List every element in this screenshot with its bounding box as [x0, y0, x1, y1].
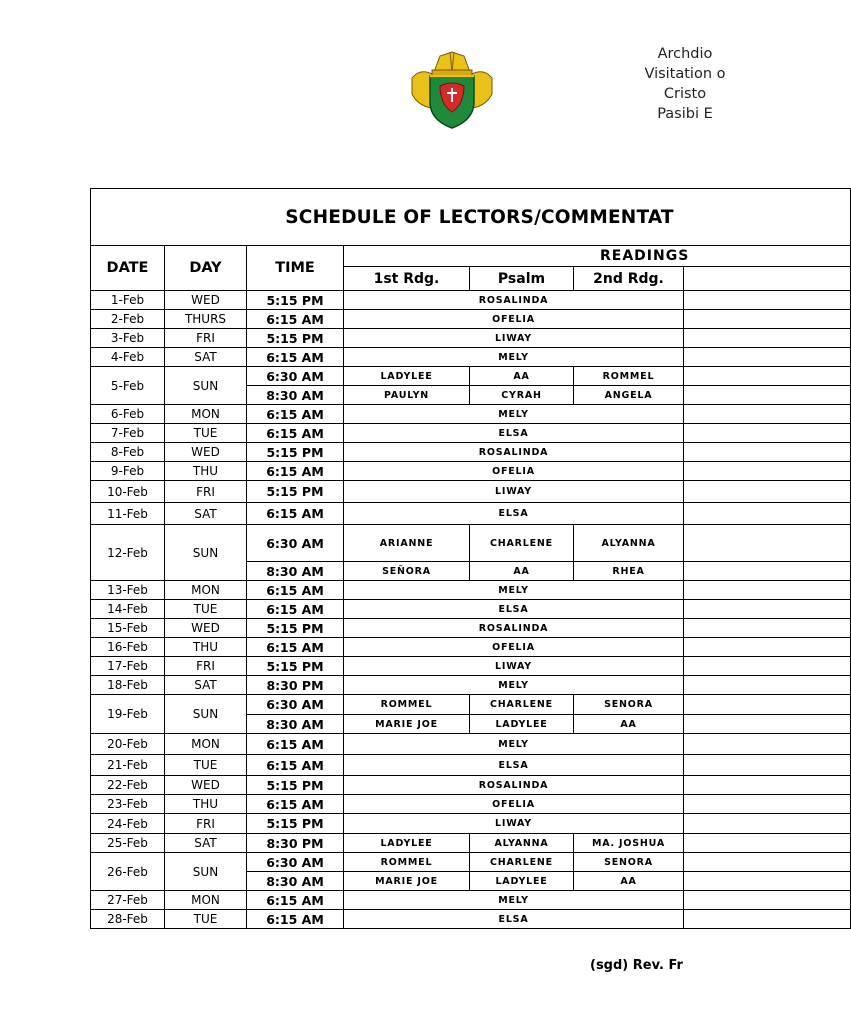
day-cell: FRI	[165, 329, 247, 348]
lector-cell: LIWAY	[344, 329, 684, 348]
table-row	[91, 581, 851, 600]
day-cell: WED	[165, 443, 247, 462]
table-row	[91, 525, 851, 562]
extra-column-header	[684, 267, 851, 291]
day-cell: SUN	[165, 695, 247, 734]
lector-cell: OFELIA	[344, 462, 684, 481]
time-cell: 6:15 AM	[247, 734, 344, 755]
second-reading-cell: ALYANNA	[574, 525, 684, 562]
date-column-header: DATE	[91, 246, 165, 291]
day-cell: MON	[165, 581, 247, 600]
extra-cell	[684, 481, 851, 503]
time-cell: 6:15 AM	[247, 348, 344, 367]
extra-cell	[684, 891, 851, 910]
extra-cell	[684, 348, 851, 367]
time-cell: 6:15 AM	[247, 600, 344, 619]
date-cell: 27-Feb	[91, 891, 165, 910]
extra-cell	[684, 834, 851, 853]
time-cell: 6:15 AM	[247, 755, 344, 776]
lector-cell: OFELIA	[344, 795, 684, 814]
extra-cell	[684, 910, 851, 929]
day-cell: THU	[165, 638, 247, 657]
date-cell: 14-Feb	[91, 600, 165, 619]
date-cell: 20-Feb	[91, 734, 165, 755]
day-cell: SAT	[165, 348, 247, 367]
second-reading-cell: RHEA	[574, 562, 684, 581]
time-cell: 6:15 AM	[247, 891, 344, 910]
table-row	[91, 695, 851, 715]
psalm-cell: LADYLEE	[470, 872, 574, 891]
extra-cell	[684, 525, 851, 562]
lector-cell: OFELIA	[344, 638, 684, 657]
date-cell: 17-Feb	[91, 657, 165, 676]
time-cell: 8:30 AM	[247, 562, 344, 581]
lector-cell: MELY	[344, 676, 684, 695]
time-cell: 8:30 PM	[247, 834, 344, 853]
table-row	[91, 795, 851, 814]
extra-cell	[684, 795, 851, 814]
second-reading-cell: SENORA	[574, 853, 684, 872]
date-cell: 2-Feb	[91, 310, 165, 329]
date-cell: 16-Feb	[91, 638, 165, 657]
lector-cell: ROSALINDA	[344, 291, 684, 310]
table-row	[91, 291, 851, 310]
time-cell: 6:30 AM	[247, 853, 344, 872]
day-cell: SAT	[165, 503, 247, 525]
day-cell: FRI	[165, 814, 247, 834]
parish-header	[560, 44, 810, 124]
lector-cell: LIWAY	[344, 657, 684, 676]
extra-cell	[684, 814, 851, 834]
extra-cell	[684, 310, 851, 329]
table-row	[91, 755, 851, 776]
day-cell: WED	[165, 619, 247, 638]
second-reading-cell: AA	[574, 715, 684, 734]
table-row	[91, 481, 851, 503]
table-row	[91, 503, 851, 525]
date-cell: 9-Feb	[91, 462, 165, 481]
day-cell: MON	[165, 734, 247, 755]
time-cell: 6:15 AM	[247, 462, 344, 481]
extra-cell	[684, 638, 851, 657]
table-row	[91, 853, 851, 872]
day-cell: SAT	[165, 834, 247, 853]
extra-cell	[684, 600, 851, 619]
table-row	[91, 910, 851, 929]
psalm-cell: LADYLEE	[470, 715, 574, 734]
time-cell: 6:15 AM	[247, 424, 344, 443]
date-cell: 11-Feb	[91, 503, 165, 525]
first-reading-cell: SEÑORA	[344, 562, 470, 581]
day-cell: TUE	[165, 424, 247, 443]
extra-cell	[684, 386, 851, 405]
lector-cell: ROSALINDA	[344, 776, 684, 795]
date-cell: 22-Feb	[91, 776, 165, 795]
first-reading-cell: PAULYN	[344, 386, 470, 405]
extra-cell	[684, 405, 851, 424]
table-row	[91, 443, 851, 462]
lector-cell: MELY	[344, 734, 684, 755]
table-row	[91, 310, 851, 329]
time-cell: 6:15 AM	[247, 581, 344, 600]
table-row	[91, 600, 851, 619]
extra-cell	[684, 776, 851, 795]
time-cell: 6:15 AM	[247, 795, 344, 814]
lector-cell: ELSA	[344, 755, 684, 776]
schedule-table	[90, 188, 851, 929]
first-reading-cell: MARIE JOE	[344, 715, 470, 734]
table-row	[91, 348, 851, 367]
time-cell: 8:30 AM	[247, 715, 344, 734]
day-cell: SUN	[165, 525, 247, 581]
time-cell: 5:15 PM	[247, 329, 344, 348]
time-cell: 6:30 AM	[247, 695, 344, 715]
table-row	[91, 405, 851, 424]
extra-cell	[684, 581, 851, 600]
psalm-cell: CHARLENE	[470, 695, 574, 715]
table-row	[91, 814, 851, 834]
date-cell: 28-Feb	[91, 910, 165, 929]
psalm-cell: ALYANNA	[470, 834, 574, 853]
date-cell: 18-Feb	[91, 676, 165, 695]
day-cell: THU	[165, 462, 247, 481]
date-cell: 3-Feb	[91, 329, 165, 348]
table-row	[91, 891, 851, 910]
day-cell: FRI	[165, 657, 247, 676]
second-reading-cell: SENORA	[574, 695, 684, 715]
psalm-cell: CYRAH	[470, 386, 574, 405]
table-row	[91, 329, 851, 348]
table-row	[91, 638, 851, 657]
day-cell: SUN	[165, 367, 247, 405]
day-cell: SUN	[165, 853, 247, 891]
time-cell: 5:15 PM	[247, 291, 344, 310]
lector-cell: ELSA	[344, 503, 684, 525]
table-row	[91, 676, 851, 695]
extra-cell	[684, 676, 851, 695]
table-row	[91, 734, 851, 755]
time-cell: 6:15 AM	[247, 638, 344, 657]
extra-cell	[684, 462, 851, 481]
day-cell: WED	[165, 291, 247, 310]
table-row	[91, 619, 851, 638]
time-cell: 6:15 AM	[247, 405, 344, 424]
extra-cell	[684, 329, 851, 348]
time-cell: 6:30 AM	[247, 525, 344, 562]
psalm-cell: CHARLENE	[470, 525, 574, 562]
date-cell: 8-Feb	[91, 443, 165, 462]
second-reading-header: 2nd Rdg.	[574, 267, 684, 291]
date-cell: 7-Feb	[91, 424, 165, 443]
psalm-cell: AA	[470, 367, 574, 386]
table-row	[91, 462, 851, 481]
schedule-title-cell	[91, 189, 851, 246]
first-reading-header: 1st Rdg.	[344, 267, 470, 291]
date-cell: 5-Feb	[91, 367, 165, 405]
date-cell: 6-Feb	[91, 405, 165, 424]
extra-cell	[684, 657, 851, 676]
date-cell: 10-Feb	[91, 481, 165, 503]
extra-cell	[684, 367, 851, 386]
date-cell: 21-Feb	[91, 755, 165, 776]
date-cell: 26-Feb	[91, 853, 165, 891]
time-cell: 8:30 PM	[247, 676, 344, 695]
date-cell: 1-Feb	[91, 291, 165, 310]
extra-cell	[684, 503, 851, 525]
time-cell: 5:15 PM	[247, 619, 344, 638]
extra-cell	[684, 715, 851, 734]
extra-cell	[684, 291, 851, 310]
first-reading-cell: LADYLEE	[344, 834, 470, 853]
time-cell: 8:30 AM	[247, 386, 344, 405]
time-cell: 5:15 PM	[247, 814, 344, 834]
time-cell: 5:15 PM	[247, 443, 344, 462]
extra-cell	[684, 443, 851, 462]
date-cell: 4-Feb	[91, 348, 165, 367]
lector-cell: MELY	[344, 405, 684, 424]
day-cell: SAT	[165, 676, 247, 695]
extra-cell	[684, 755, 851, 776]
time-cell: 6:15 AM	[247, 310, 344, 329]
first-reading-cell: MARIE JOE	[344, 872, 470, 891]
time-cell: 8:30 AM	[247, 872, 344, 891]
day-cell: WED	[165, 776, 247, 795]
table-row	[91, 834, 851, 853]
first-reading-cell: ARIANNE	[344, 525, 470, 562]
psalm-cell: CHARLENE	[470, 853, 574, 872]
lector-cell: MELY	[344, 891, 684, 910]
header-line-1: Archdio	[657, 46, 713, 62]
lector-cell: LIWAY	[344, 814, 684, 834]
day-column-header: DAY	[165, 246, 247, 291]
readings-column-header: READINGS	[344, 246, 851, 267]
day-cell: TUE	[165, 600, 247, 619]
parish-seal-icon	[406, 50, 498, 130]
date-cell: 24-Feb	[91, 814, 165, 834]
time-cell: 5:15 PM	[247, 657, 344, 676]
date-cell: 13-Feb	[91, 581, 165, 600]
header-line-3: Cristo	[663, 86, 707, 102]
time-column-header: TIME	[247, 246, 344, 291]
extra-cell	[684, 872, 851, 891]
second-reading-cell: AA	[574, 872, 684, 891]
lector-cell: ELSA	[344, 424, 684, 443]
lector-cell: MELY	[344, 348, 684, 367]
date-cell: 19-Feb	[91, 695, 165, 734]
table-row	[91, 776, 851, 795]
time-cell: 5:15 PM	[247, 776, 344, 795]
table-row	[91, 657, 851, 676]
day-cell: MON	[165, 405, 247, 424]
day-cell: THU	[165, 795, 247, 814]
time-cell: 5:15 PM	[247, 481, 344, 503]
first-reading-cell: ROMMEL	[344, 695, 470, 715]
table-row	[91, 424, 851, 443]
table-row	[91, 367, 851, 386]
day-cell: FRI	[165, 481, 247, 503]
second-reading-cell: ROMMEL	[574, 367, 684, 386]
extra-cell	[684, 619, 851, 638]
lector-cell: ROSALINDA	[344, 443, 684, 462]
extra-cell	[684, 853, 851, 872]
schedule-body	[91, 291, 851, 929]
date-cell: 15-Feb	[91, 619, 165, 638]
first-reading-cell: ROMMEL	[344, 853, 470, 872]
lector-cell: ELSA	[344, 600, 684, 619]
time-cell: 6:30 AM	[247, 367, 344, 386]
extra-cell	[684, 695, 851, 715]
second-reading-cell: ANGELA	[574, 386, 684, 405]
header-line-4: Pasibi E	[657, 106, 713, 122]
lector-cell: LIWAY	[344, 481, 684, 503]
day-cell: THURS	[165, 310, 247, 329]
date-cell: 25-Feb	[91, 834, 165, 853]
lector-cell: ROSALINDA	[344, 619, 684, 638]
header-line-2: Visitation o	[644, 66, 726, 82]
day-cell: TUE	[165, 910, 247, 929]
lector-cell: OFELIA	[344, 310, 684, 329]
extra-cell	[684, 734, 851, 755]
lector-cell: ELSA	[344, 910, 684, 929]
psalm-cell: AA	[470, 562, 574, 581]
time-cell: 6:15 AM	[247, 503, 344, 525]
lector-cell: MELY	[344, 581, 684, 600]
date-cell: 23-Feb	[91, 795, 165, 814]
extra-cell	[684, 562, 851, 581]
day-cell: MON	[165, 891, 247, 910]
time-cell: 6:15 AM	[247, 910, 344, 929]
day-cell: TUE	[165, 755, 247, 776]
second-reading-cell: MA. JOSHUA	[574, 834, 684, 853]
schedule-title: SCHEDULE OF LECTORS/COMMENTAT	[285, 206, 674, 228]
first-reading-cell: LADYLEE	[344, 367, 470, 386]
signature-line: (sgd) Rev. Fr	[590, 958, 683, 973]
psalm-header: Psalm	[470, 267, 574, 291]
extra-cell	[684, 424, 851, 443]
date-cell: 12-Feb	[91, 525, 165, 581]
